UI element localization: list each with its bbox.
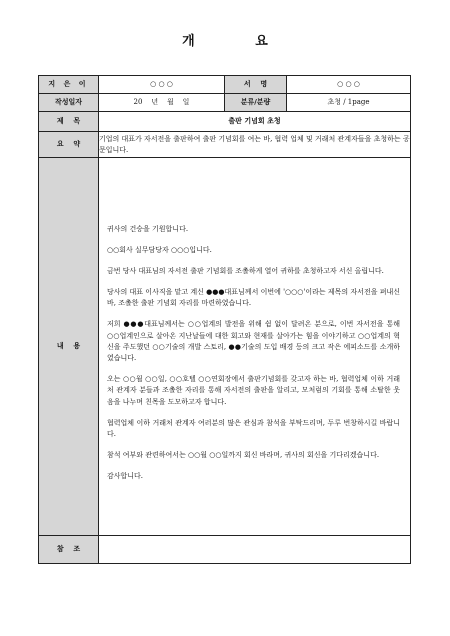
date-row <box>39 94 411 112</box>
content-paragraph: 감사합니다. <box>107 472 144 481</box>
content-paragraph: 저희 ●●●대표님께서는 ○○업계의 발전을 위해 쉼 없이 달려온 분으로, 이번 자서전을 통해 ○○업계인으로 살아온 지난날들에 대한 회고와 현재를 살아가는 힘을 이야기하고 ○○업계의 혁신을 주도했던 ○○기술의 개발 스토리, ●●기술의 도입 배경 등의 크고 작은 에피소드를 소개하였습니다. <box>107 320 400 362</box>
subject-value: 출판 기념회 초청 <box>99 112 411 132</box>
signature-label: 서 명 <box>225 76 287 94</box>
summary-value: 기업의 대표가 자서전을 출판하여 출판 기념회를 여는 바, 협력 업체 및 거래처 관계자들을 초청하는 공문입니다. <box>99 132 411 158</box>
document-form-table <box>38 75 411 564</box>
category-label: 분류/분량 <box>225 94 287 112</box>
reference-value <box>99 536 411 564</box>
signature-value: ○ ○ ○ <box>287 76 411 94</box>
author-value: ○ ○ ○ <box>99 76 225 94</box>
content-paragraph: 귀사의 건승을 기원합니다. <box>107 224 189 233</box>
content-paragraph: 당사의 대표 이사직을 맡고 계신 ●●●대표님께서 이번에 '○○○'이라는 제목의 자서전을 펴내신 바, 조촐한 출판 기념회 자리를 마련하였습니다. <box>107 288 400 308</box>
summary-label: 요 약 <box>39 132 99 158</box>
content-row <box>39 158 411 536</box>
reference-label: 참 조 <box>39 536 99 564</box>
date-label: 작성일자 <box>39 94 99 112</box>
content-paragraph: ○○회사 실무담당자 ○○○입니다. <box>107 245 212 254</box>
content-label: 내 용 <box>39 158 99 536</box>
subject-row <box>39 112 411 132</box>
subject-label: 제 목 <box>39 112 99 132</box>
author-row <box>39 76 411 94</box>
category-value: 초청 / 1page <box>287 94 411 112</box>
date-value: 20 년 월 일 <box>99 94 225 112</box>
content-body <box>99 158 411 536</box>
content-paragraph: 오는 ○○월 ○○일, ○○호텔 ○○연회장에서 출판기념회를 갖고자 하는 바, 협력업체 이하 거래처 관계자 분들과 조촐한 자리를 통해 자서전의 출판을 알리고, 모처럼의 기회를 통해 소탈한 웃음을 나누며 친목을 도모하고자 합니다. <box>107 375 400 406</box>
content-paragraph: 참석 여부와 관련하여서는 ○○월 ○○일까지 회신 바라며, 귀사의 회신을 기다리겠습니다. <box>107 451 380 460</box>
content-paragraph: 금번 당사 대표님의 자서전 출판 기념회를 조촐하게 열어 귀하를 초청하고자 서신 올립니다. <box>107 266 384 275</box>
author-label: 지 은 이 <box>39 76 99 94</box>
content-paragraph: 협력업체 이하 거래처 관계자 여러분의 많은 관심과 참석을 부탁드리며, 두루 번창하시길 바랍니다. <box>107 418 400 438</box>
summary-row <box>39 132 411 158</box>
document-title: 개 요 <box>182 34 296 49</box>
reference-row <box>39 536 411 564</box>
